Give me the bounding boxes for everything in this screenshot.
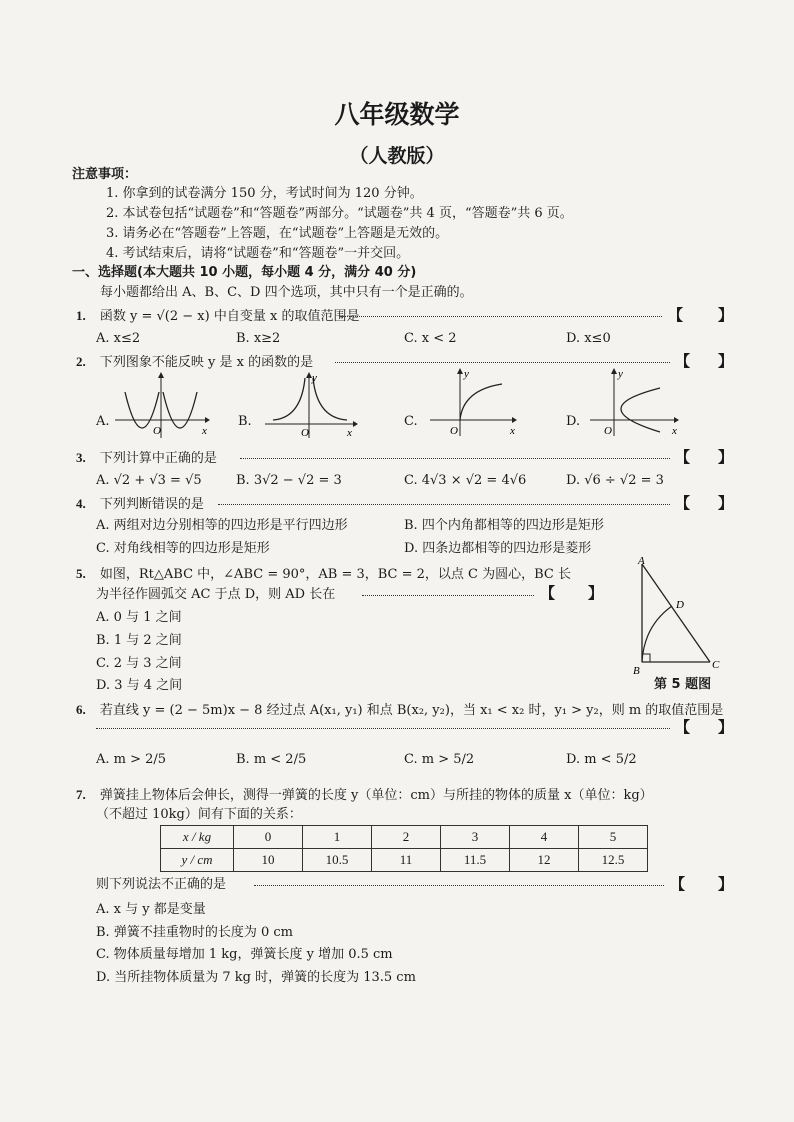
option-c: C. 2 与 3 之间 bbox=[96, 656, 182, 671]
option-c: C. m > 5/2 bbox=[404, 752, 475, 767]
y-axis-label: y bbox=[312, 372, 317, 384]
answer-bracket-close: 】 bbox=[718, 494, 734, 512]
spring-data-table bbox=[160, 825, 648, 872]
graph-label-b: B. bbox=[238, 414, 252, 429]
question-text: 弹簧挂上物体后会伸长，测得一弹簧的长度 y（单位：cm）与所挂的物体的质量 x（单位：kg） bbox=[99, 788, 653, 803]
option-a: A. 0 与 1 之间 bbox=[96, 610, 182, 625]
answer-bracket-open: 【 bbox=[675, 494, 691, 512]
answer-bracket-close: 】 bbox=[718, 352, 734, 370]
question-5-stem bbox=[76, 565, 571, 584]
table-cell: 5 bbox=[579, 826, 648, 849]
answer-bracket-close: 】 bbox=[718, 306, 734, 324]
table-row-header: x / kg bbox=[161, 826, 234, 849]
x-axis-label: x bbox=[510, 425, 515, 437]
table-cell: 1 bbox=[303, 826, 372, 849]
answer-bracket-open: 【 bbox=[675, 718, 691, 736]
option-d: D. 当所挂物体质量为 7 kg 时，弹簧的长度为 13.5 cm bbox=[96, 970, 416, 985]
question-number: 3. bbox=[76, 450, 86, 465]
question-4-stem bbox=[76, 495, 204, 514]
leader-dots bbox=[218, 494, 670, 505]
graph-a bbox=[115, 372, 210, 440]
question-7-stem-3: 则下列说法不正确的是 bbox=[96, 877, 227, 892]
question-7-stem-2: （不超过 10kg）间有下面的关系： bbox=[96, 807, 302, 822]
graph-label-a: A. bbox=[96, 414, 110, 429]
table-cell: 11.5 bbox=[441, 849, 510, 872]
table-cell: 10 bbox=[234, 849, 303, 872]
answer-bracket-open: 【 bbox=[540, 584, 556, 602]
answer-bracket-open: 【 bbox=[668, 306, 684, 324]
answer-bracket-close: 】 bbox=[718, 718, 734, 736]
graph-label-c: C. bbox=[404, 414, 418, 429]
question-text: 函数 y = √(2 − x) 中自变量 x 的取值范围是 bbox=[99, 309, 360, 324]
option-d: D. 四条边都相等的四边形是菱形 bbox=[404, 541, 592, 556]
question-text: 若直线 y = (2 − 5m)x − 8 经过点 A(x₁, y₁) 和点 B(x₂, y₂)，当 x₁ < x₂ 时，y₁ > y₂，则 m 的取值范围是 bbox=[99, 703, 724, 718]
option-c: C. 物体质量每增加 1 kg，弹簧长度 y 增加 0.5 cm bbox=[96, 947, 393, 962]
answer-bracket-open: 【 bbox=[675, 448, 691, 466]
option-b: B. 弹簧不挂重物时的长度为 0 cm bbox=[96, 925, 293, 940]
question-text: 如图，Rt△ABC 中，∠ABC = 90°，AB = 3，BC = 2，以点 C 为圆心，BC 长 bbox=[99, 567, 572, 582]
answer-bracket-close: 】 bbox=[718, 448, 734, 466]
question-number: 1. bbox=[76, 308, 86, 323]
answer-bracket-open: 【 bbox=[675, 352, 691, 370]
graph-c bbox=[430, 368, 525, 440]
question-number: 7. bbox=[76, 787, 86, 802]
leader-dots bbox=[335, 352, 670, 363]
point-d-label: D bbox=[676, 599, 684, 611]
question-5-figure bbox=[628, 556, 728, 676]
table-row-header: y / cm bbox=[161, 849, 234, 872]
table-cell: 12.5 bbox=[579, 849, 648, 872]
option-b: B. m < 2/5 bbox=[236, 752, 307, 767]
table-cell: 12 bbox=[510, 849, 579, 872]
point-a-label: A bbox=[638, 555, 645, 567]
origin-label: O bbox=[153, 425, 161, 437]
origin-label: O bbox=[450, 425, 458, 437]
question-3-stem bbox=[76, 449, 217, 468]
option-c: C. x < 2 bbox=[404, 331, 457, 346]
question-text: 下列图象不能反映 y 是 x 的函数的是 bbox=[99, 355, 314, 370]
x-axis-label: x bbox=[347, 427, 352, 439]
table-cell: 11 bbox=[372, 849, 441, 872]
x-axis-label: x bbox=[672, 425, 677, 437]
leader-dots bbox=[340, 306, 662, 317]
notice-item: 4. 考试结束后，请将“试题卷”和“答题卷”一并交回。 bbox=[106, 246, 410, 261]
option-d: D. x≤0 bbox=[566, 331, 611, 346]
leader-dots bbox=[96, 718, 670, 729]
option-d: D. √6 ÷ √2 = 3 bbox=[566, 473, 664, 488]
option-a: A. x 与 y 都是变量 bbox=[96, 902, 206, 917]
table-row-x bbox=[161, 826, 648, 849]
question-number: 6. bbox=[76, 702, 86, 717]
graph-label-d: D. bbox=[566, 414, 581, 429]
option-c: C. 4√3 × √2 = 4√6 bbox=[404, 473, 527, 488]
answer-bracket-open: 【 bbox=[670, 875, 686, 893]
table-cell: 2 bbox=[372, 826, 441, 849]
question-2-stem bbox=[76, 353, 313, 372]
table-cell: 10.5 bbox=[303, 849, 372, 872]
option-b: B. x≥2 bbox=[236, 331, 281, 346]
question-text: 下列计算中正确的是 bbox=[99, 451, 217, 466]
table-cell: 4 bbox=[510, 826, 579, 849]
option-a: A. m > 2/5 bbox=[96, 752, 167, 767]
table-cell: 0 bbox=[234, 826, 303, 849]
page-title: 八年级数学 bbox=[334, 100, 460, 129]
question-7-stem bbox=[76, 786, 653, 805]
question-1-stem bbox=[76, 307, 359, 326]
notice-item: 3. 请务必在“答题卷”上答题，在“试题卷”上答题是无效的。 bbox=[106, 226, 449, 241]
x-axis-label: x bbox=[202, 425, 207, 437]
origin-label: O bbox=[301, 427, 309, 439]
point-b-label: B bbox=[633, 665, 640, 677]
option-a: A. 两组对边分别相等的四边形是平行四边形 bbox=[96, 518, 348, 533]
leader-dots bbox=[362, 585, 534, 596]
origin-label: O bbox=[604, 425, 612, 437]
option-d: D. 3 与 4 之间 bbox=[96, 678, 183, 693]
question-number: 2. bbox=[76, 354, 86, 369]
notice-item: 2. 本试卷包括“试题卷”和“答题卷”两部分。“试题卷”共 4 页，“答题卷”共 6 页。 bbox=[106, 206, 573, 221]
option-a: A. x≤2 bbox=[96, 331, 141, 346]
option-c: C. 对角线相等的四边形是矩形 bbox=[96, 541, 270, 556]
option-b: B. 四个内角都相等的四边形是矩形 bbox=[404, 518, 604, 533]
graph-b bbox=[265, 372, 360, 440]
section-heading: 一、选择题(本大题共 10 小题，每小题 4 分，满分 40 分) bbox=[72, 265, 417, 280]
figure-caption: 第 5 题图 bbox=[654, 677, 712, 692]
section-intro: 每小题都给出 A、B、C、D 四个选项，其中只有一个是正确的。 bbox=[100, 285, 473, 300]
answer-bracket-close: 】 bbox=[718, 875, 734, 893]
table-row-y bbox=[161, 849, 648, 872]
notice-item: 1. 你拿到的试卷满分 150 分，考试时间为 120 分钟。 bbox=[106, 186, 423, 201]
option-d: D. m < 5/2 bbox=[566, 752, 637, 767]
page-subtitle: （人教版） bbox=[349, 145, 445, 167]
option-a: A. √2 + √3 = √5 bbox=[96, 473, 202, 488]
question-text: 下列判断错误的是 bbox=[99, 497, 204, 512]
leader-dots bbox=[254, 875, 664, 886]
answer-bracket-close: 】 bbox=[588, 584, 604, 602]
notice-heading: 注意事项： bbox=[72, 167, 138, 182]
option-b: B. 1 与 2 之间 bbox=[96, 633, 182, 648]
y-axis-label: y bbox=[618, 368, 623, 380]
question-number: 4. bbox=[76, 496, 86, 511]
graph-d bbox=[590, 368, 685, 440]
table-cell: 3 bbox=[441, 826, 510, 849]
y-axis-label: y bbox=[464, 368, 469, 380]
question-number: 5. bbox=[76, 566, 86, 581]
point-c-label: C bbox=[712, 659, 720, 671]
question-5-stem-2: 为半径作圆弧交 AC 于点 D，则 AD 长在 bbox=[96, 587, 336, 602]
option-b: B. 3√2 − √2 = 3 bbox=[236, 473, 342, 488]
leader-dots bbox=[240, 448, 670, 459]
